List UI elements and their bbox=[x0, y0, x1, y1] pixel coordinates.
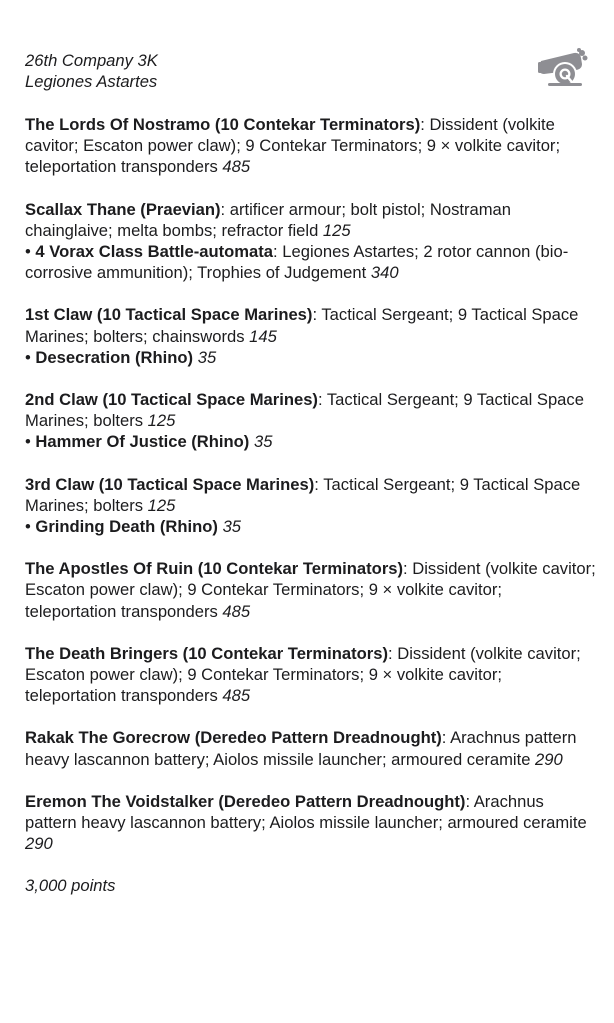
unit-main-line bbox=[25, 390, 584, 430]
sub-unit-name: Grinding Death (Rhino) bbox=[35, 517, 218, 537]
bullet-icon: • bbox=[25, 517, 36, 537]
unit-main-line bbox=[25, 475, 580, 515]
unit-points: 125 bbox=[147, 495, 176, 515]
sub-unit-line bbox=[25, 347, 597, 368]
unit-details: : Dissident (volkite cavitor; Escaton power claw); 9 Contekar Terminators; 9 × volkite cavitor; teleportation transponders bbox=[25, 559, 596, 621]
list-header bbox=[25, 50, 597, 92]
unit-name: 3rd Claw (10 Tactical Space Marines) bbox=[25, 474, 315, 494]
unit-points: 485 bbox=[222, 157, 251, 177]
unit-details: : Tactical Sergeant; 9 Tactical Space Marines; bolters bbox=[25, 390, 584, 431]
unit-name: The Lords Of Nostramo (10 Contekar Terminators) bbox=[25, 115, 421, 134]
unit-name: 1st Claw (10 Tactical Space Marines) bbox=[25, 305, 313, 325]
unit-points: 485 bbox=[222, 601, 251, 621]
unit-details: : Arachnus pattern heavy lascannon battery; Aiolos missile launcher; armoured ceramite bbox=[25, 728, 577, 769]
unit-entry bbox=[25, 199, 597, 284]
unit-entries bbox=[25, 114, 597, 854]
unit-details: : Tactical Sergeant; 9 Tactical Space Marines; bolters; chainswords bbox=[25, 305, 579, 346]
bullet-icon: • bbox=[25, 347, 36, 367]
unit-details: : Arachnus pattern heavy lascannon battery; Aiolos missile launcher; armoured ceramite bbox=[25, 791, 587, 833]
unit-points: 125 bbox=[322, 220, 351, 240]
unit-name: Scallax Thane (Praevian) bbox=[25, 199, 221, 219]
sub-unit-points: 35 bbox=[253, 432, 273, 452]
unit-main-line bbox=[25, 728, 576, 768]
unit-points: 290 bbox=[535, 749, 563, 769]
unit-entry bbox=[25, 791, 597, 855]
unit-entry bbox=[25, 727, 597, 769]
unit-entry bbox=[25, 474, 597, 538]
unit-points: 290 bbox=[25, 834, 53, 854]
unit-name: Rakak The Gorecrow (Deredeo Pattern Dreadnought) bbox=[25, 728, 442, 748]
unit-details: : Tactical Sergeant; 9 Tactical Space Marines; bolters bbox=[25, 474, 581, 515]
army-faction: Legiones Astartes bbox=[25, 72, 158, 91]
total-points: 3,000 points bbox=[25, 876, 116, 896]
unit-main-line bbox=[25, 644, 581, 705]
bullet-icon: • bbox=[25, 432, 36, 452]
unit-details: : Dissident (volkite cavitor; Escaton power claw); 9 Contekar Terminators; 9 × volkite cavitor; teleportation transponders bbox=[25, 115, 561, 177]
sub-unit-points: 340 bbox=[370, 263, 399, 283]
unit-name: The Death Bringers (10 Contekar Terminators) bbox=[25, 643, 388, 663]
unit-name: The Apostles Of Ruin (10 Contekar Terminators) bbox=[25, 559, 404, 579]
sub-unit-points: 35 bbox=[197, 347, 217, 367]
unit-entry bbox=[25, 643, 597, 707]
sub-unit-points: 35 bbox=[222, 517, 242, 537]
unit-entry bbox=[25, 114, 597, 178]
unit-name: 2nd Claw (10 Tactical Space Marines) bbox=[25, 390, 318, 410]
sub-unit-line bbox=[25, 241, 597, 283]
unit-entry bbox=[25, 304, 597, 368]
unit-details: : Dissident (volkite cavitor; Escaton power claw); 9 Contekar Terminators; 9 × volkite cavitor; teleportation transponders bbox=[25, 643, 581, 706]
unit-entry bbox=[25, 389, 597, 453]
unit-details: : artificer armour; bolt pistol; Nostraman chainglaive; melta bombs; refractor field bbox=[25, 199, 512, 240]
unit-main-line bbox=[25, 200, 511, 240]
sub-unit-name: 4 Vorax Class Battle-automata bbox=[35, 242, 274, 262]
bullet-icon: • bbox=[25, 242, 36, 262]
unit-name: Eremon The Voidstalker (Deredeo Pattern Dreadnought) bbox=[25, 791, 466, 811]
sub-unit-details: : Legiones Astartes; 2 rotor cannon (bio-corrosive ammunition); Trophies of Judgement bbox=[25, 242, 569, 283]
army-list bbox=[25, 50, 597, 896]
sub-unit-name: Hammer Of Justice (Rhino) bbox=[35, 432, 250, 452]
army-title: 26th Company 3K bbox=[25, 51, 158, 70]
unit-points: 125 bbox=[147, 411, 176, 431]
unit-main-line bbox=[25, 305, 578, 345]
unit-main-line bbox=[25, 115, 560, 176]
sub-unit-name: Desecration (Rhino) bbox=[35, 347, 194, 367]
sub-unit-line bbox=[25, 431, 597, 452]
unit-main-line bbox=[25, 559, 596, 620]
unit-points: 485 bbox=[222, 686, 251, 706]
unit-main-line bbox=[25, 792, 587, 853]
sub-unit-line bbox=[25, 516, 597, 537]
unit-entry bbox=[25, 558, 597, 622]
unit-points: 145 bbox=[249, 326, 277, 346]
